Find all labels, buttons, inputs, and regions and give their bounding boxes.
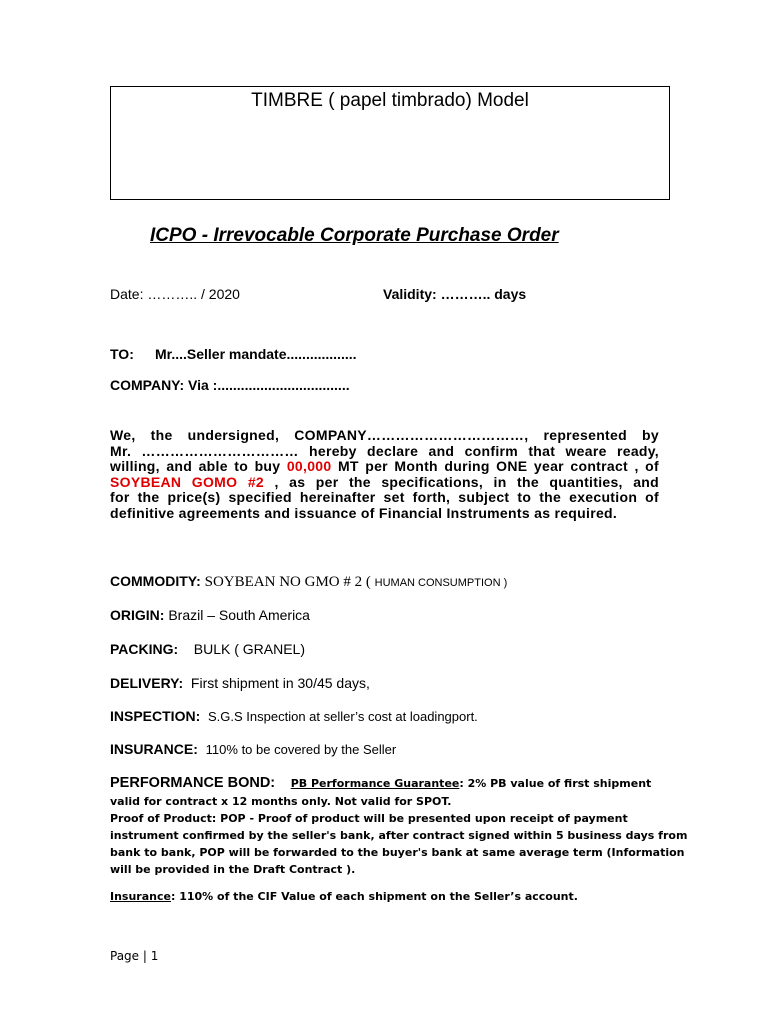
quantity-value: 00,000 [286,458,332,475]
document-title: ICPO - Irrevocable Corporate Purchase Order [150,225,559,246]
company-line: COMPANY: Via :.................................. [110,377,350,393]
inspection-label: INSPECTION: [110,708,201,724]
performance-details [110,793,688,878]
commodity-note: HUMAN CONSUMPTION ) [374,577,508,589]
page-number: Page | 1 [110,949,159,963]
proof-of-product-line: will be provided in the Draft Contract ). [110,863,356,876]
product-name: SOYBEAN GOMO #2 [110,473,264,490]
commodity-row [110,573,507,591]
declaration-line-5: for the price(s) specified hereinafter set forth, subject to the execution of [110,489,659,506]
date-line: Date: ……….. / 2020 [110,286,240,302]
declaration-text: MT per Month during ONE year contract , of [331,458,659,475]
packing-label: PACKING: [110,641,179,657]
packing-value: BULK ( GRANEL) [193,641,305,657]
declaration-text: , as per the specifications, in the quantities, and [264,473,660,490]
insurance-value: 110% to be covered by the Seller [205,742,397,757]
proof-of-product-line: bank to bank, POP will be forwarded to the buyer's bank at same average term (Information [110,846,685,859]
insurance-clause-text: : 110% of the CIF Value of each shipment on the Seller’s account. [170,890,578,903]
inspection-value: S.G.S Inspection at seller’s cost at loadingport. [208,709,478,724]
validity-line: Validity: ……….. days [383,286,527,302]
inspection-row [110,708,478,724]
performance-guarantee-label: PB Performance Guarantee [290,777,460,790]
delivery-value: First shipment in 30/45 days, [190,675,370,691]
proof-of-product-line: Proof of Product: POP - Proof of product will be presented upon receipt of payment [110,812,628,825]
insurance-clause-label: Insurance [110,890,171,903]
declaration-line-2: Mr. …………………………… hereby declare and confirm that weare ready, [110,442,659,459]
letterhead-title: TIMBRE ( papel timbrado) Model [251,90,529,111]
packing-row [110,641,305,657]
to-value: Mr....Seller mandate.................. [155,346,357,362]
proof-of-product-line: instrument confirmed by the seller's bank, after contract signed within 5 business days from [110,829,688,842]
declaration-line-1: We, the undersigned, COMPANY……………………………, represented by [110,427,659,443]
delivery-label: DELIVERY: [110,675,184,691]
performance-text: : 2% PB value of first shipment [459,777,652,790]
insurance-clause [110,890,578,903]
origin-label: ORIGIN: [110,607,165,623]
declaration-paragraph [110,428,659,522]
performance-label: PERFORMANCE BOND: [110,775,276,791]
commodity-value: SOYBEAN NO GMO # 2 ( [204,574,375,590]
performance-row [110,774,651,791]
commodity-label: COMMODITY: [110,573,201,589]
declaration-line-6: definitive agreements and issuance of Financial Instruments as required. [110,504,618,521]
insurance-label: INSURANCE: [110,741,198,757]
performance-line: valid for contract x 12 months only. Not valid for SPOT. [110,795,452,808]
insurance-row [110,741,396,757]
declaration-line-3 [110,459,659,475]
delivery-row [110,675,370,691]
declaration-text: willing, and able to buy [110,458,287,475]
declaration-line-4 [110,475,659,491]
origin-row [110,607,310,623]
to-label: TO: [110,346,134,362]
origin-value: Brazil – South America [168,607,310,623]
